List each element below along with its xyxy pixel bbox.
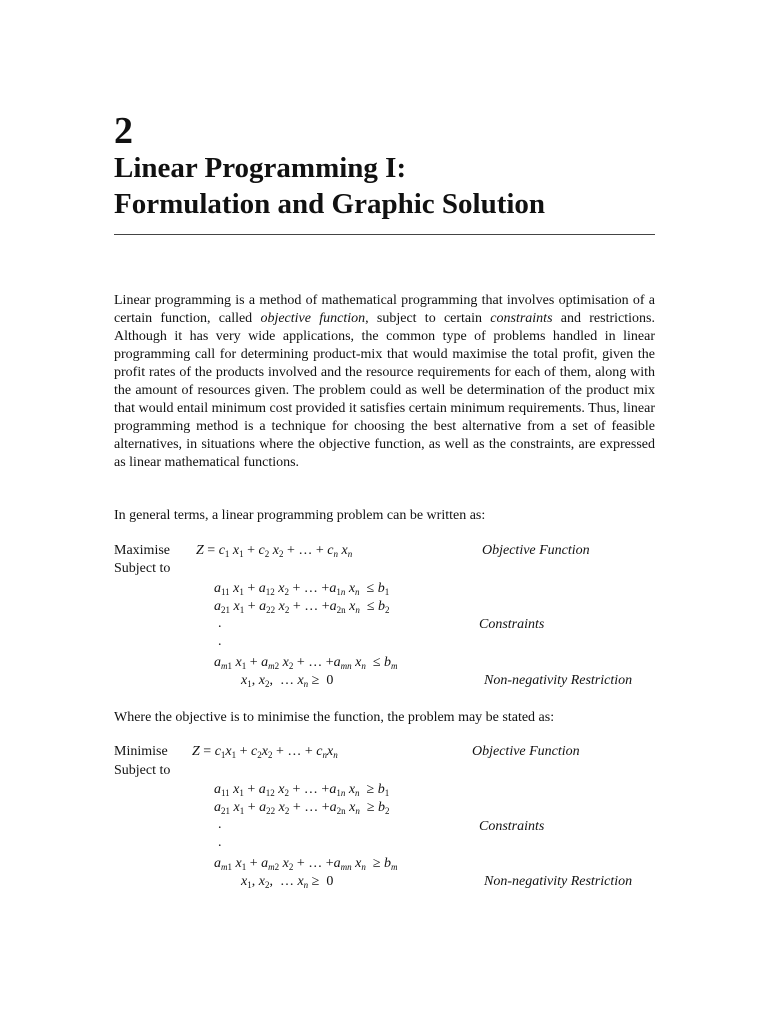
intro-paragraph [114,292,655,472]
intro-text-3: and restrictions. Although it has very wide applications, the common type of problems handled in linear programming call for determining product-mix that would maximise the total profit, given the profit rates of the products involved and the resource requirements for each of them, along with the amount of resources given. The problem could as well be determination of the product mix that would entail minimum cost provided it satisfies certain minimum requirements. Thus, linear programming method is a technique for choosing the best alternative from a set of feasible alternatives, in situations where the objective function, as well as the constraints, are expressed as linear mathematical functions. [114,311,655,470]
min-subject-to: Subject to [114,763,171,778]
min-ellipsis-dot-1: . [218,817,222,832]
max-constraint-2: $a_{21}$ $x_1 + a_{22}$ $x_2$ + … $+a_{2n}$ $x_n \le b_2$ [214,599,390,615]
title-divider [114,234,655,235]
min-ellipsis-dot-2: . [218,835,222,850]
max-constraint-m: $a_{m1}$ $x_1 + a_{m2}$ $x_2$ + … $+a_{mn}$ $x_n \le b_m$ [214,655,398,671]
max-keyword: Maximise [114,543,170,558]
max-objective-label: Objective Function [482,543,590,558]
max-ellipsis-dot-1: . [218,616,222,631]
min-constraints-label: Constraints [479,819,545,834]
min-constraint-1: $a_{11}$ $x_1 + a_{12}$ $x_2$ + … $+a_{1n}$ $x_n \ge b_1$ [214,782,390,798]
max-subject-to: Subject to [114,561,171,576]
min-nonnegativity: $x_1$, $x_2$, … $x_n \ge 0$ [241,874,334,890]
min-nonnegativity-label: Non-negativity Restriction [484,874,633,889]
chapter-title-line-1: Linear Programming I: [114,152,407,184]
max-nonnegativity-label: Non-negativity Restriction [484,673,633,688]
intro-text-1: Linear programming is a method of mathematical programming that involves optimisation of a certain function, called [114,293,655,326]
max-nonnegativity: $x_1$, $x_2$, … $x_n \ge 0$ [241,673,334,689]
max-constraints-label: Constraints [479,617,545,632]
intro-emphasis-objective: objective function [260,311,366,326]
chapter-title-line-2: Formulation and Graphic Solution [114,188,546,220]
min-constraint-m: $a_{m1}$ $x_1 + a_{m2}$ $x_2$ + … $+a_{mn}$ $x_n \ge b_m$ [214,856,398,872]
min-statement: Where the objective is to minimise the function, the problem may be stated as: [114,710,555,725]
max-ellipsis-dot-2: . [218,634,222,649]
intro-emphasis-constraints: constraints [490,311,553,326]
min-keyword: Minimise [114,744,168,759]
general-statement: In general terms, a linear programming problem can be written as: [114,508,486,523]
min-objective-label: Objective Function [472,744,580,759]
max-constraint-1: $a_{11}$ $x_1 + a_{12}$ $x_2$ + … $+a_{1n}$ $x_n \le b_1$ [214,581,390,597]
chapter-number: 2 [114,110,133,152]
min-objective-equation: $Z = c_1x_1 + c_2x_2$ + … + $c_nx_n$ [192,744,338,760]
max-objective-equation: $Z = c_1$ $x_1 + c_2$ $x_2$ + … + $c_n$ $x_n$ [196,543,353,559]
min-constraint-2: $a_{21}$ $x_1 + a_{22}$ $x_2$ + … $+a_{2n}$ $x_n \ge b_2$ [214,800,390,816]
intro-text-2: , subject to certain [365,311,491,326]
